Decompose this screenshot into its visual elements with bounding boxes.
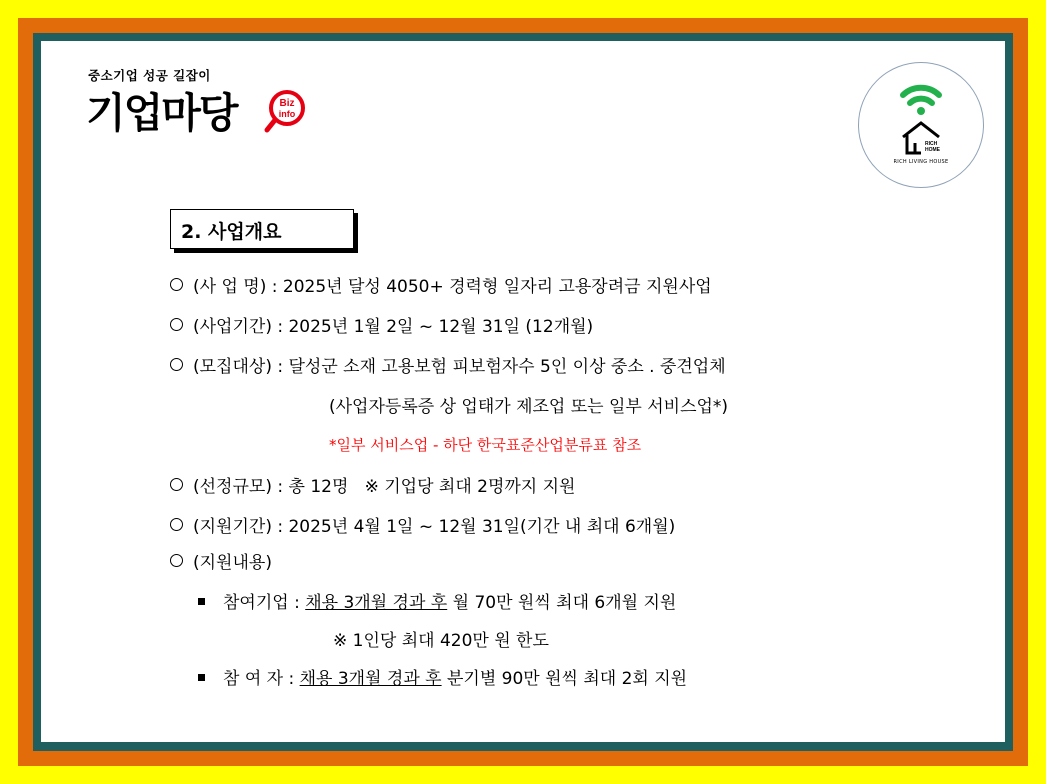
- rich-home-logo: [858, 62, 984, 188]
- svg-text:HOME: HOME: [925, 147, 940, 153]
- item-business-name: (사 업 명) : 2025년 달성 4050+ 경력형 일자리 고용장려금 지원사업: [170, 272, 712, 297]
- svg-text:RICH: RICH: [925, 141, 938, 147]
- circle-bullet-icon: [170, 554, 183, 567]
- logo-tagline: 중소기업 성공 길잡이: [88, 68, 211, 83]
- badge-biz: Biz: [279, 98, 295, 109]
- square-bullet-icon: [198, 598, 205, 605]
- circle-bullet-icon: [170, 358, 183, 371]
- frame-notch: [33, 164, 41, 751]
- section-title: 2. 사업개요: [181, 221, 282, 243]
- sub-item-company: 참여기업 : 채용 3개월 경과 후 월 70만 원씩 최대 6개월 지원: [198, 588, 676, 613]
- item-target: (모집대상) : 달성군 소재 고용보험 피보험자수 5인 이상 중소 . 중견업체: [170, 352, 726, 377]
- section-header: [170, 209, 354, 249]
- item-support-period: (지원기간) : 2025년 4월 1일 ~ 12월 31일(기간 내 최대 6개월): [170, 512, 675, 537]
- bizinfo-logo: [86, 66, 296, 137]
- item-target-detail: (사업자등록증 상 업태가 제조업 또는 일부 서비스업*): [329, 397, 729, 417]
- item-period: (사업기간) : 2025년 1월 2일 ~ 12월 31일 (12개월): [170, 312, 593, 337]
- square-bullet-icon: [198, 674, 205, 681]
- sub-item-participant: 참 여 자 : 채용 3개월 경과 후 분기별 90만 원씩 최대 2회 지원: [198, 664, 687, 689]
- item-scale: (선정규모) : 총 12명 ※ 기업당 최대 2명까지 지원: [170, 472, 575, 497]
- badge-info: info: [278, 109, 296, 119]
- biz-info-magnifier-icon: [263, 88, 309, 134]
- wifi-house-icon: [859, 63, 983, 187]
- rich-subtitle: RICH LIVING HOUSE: [893, 159, 949, 165]
- circle-bullet-icon: [170, 318, 183, 331]
- circle-bullet-icon: [170, 478, 183, 491]
- item-support-content: (지원내용): [170, 548, 272, 573]
- logo-name: 기업마당: [86, 89, 237, 137]
- item-target-note: *일부 서비스업 - 하단 한국표준산업분류표 참조: [329, 436, 642, 454]
- circle-bullet-icon: [170, 278, 183, 291]
- sub-item-company-note: ※ 1인당 최대 420만 원 한도: [333, 631, 549, 651]
- circle-bullet-icon: [170, 518, 183, 531]
